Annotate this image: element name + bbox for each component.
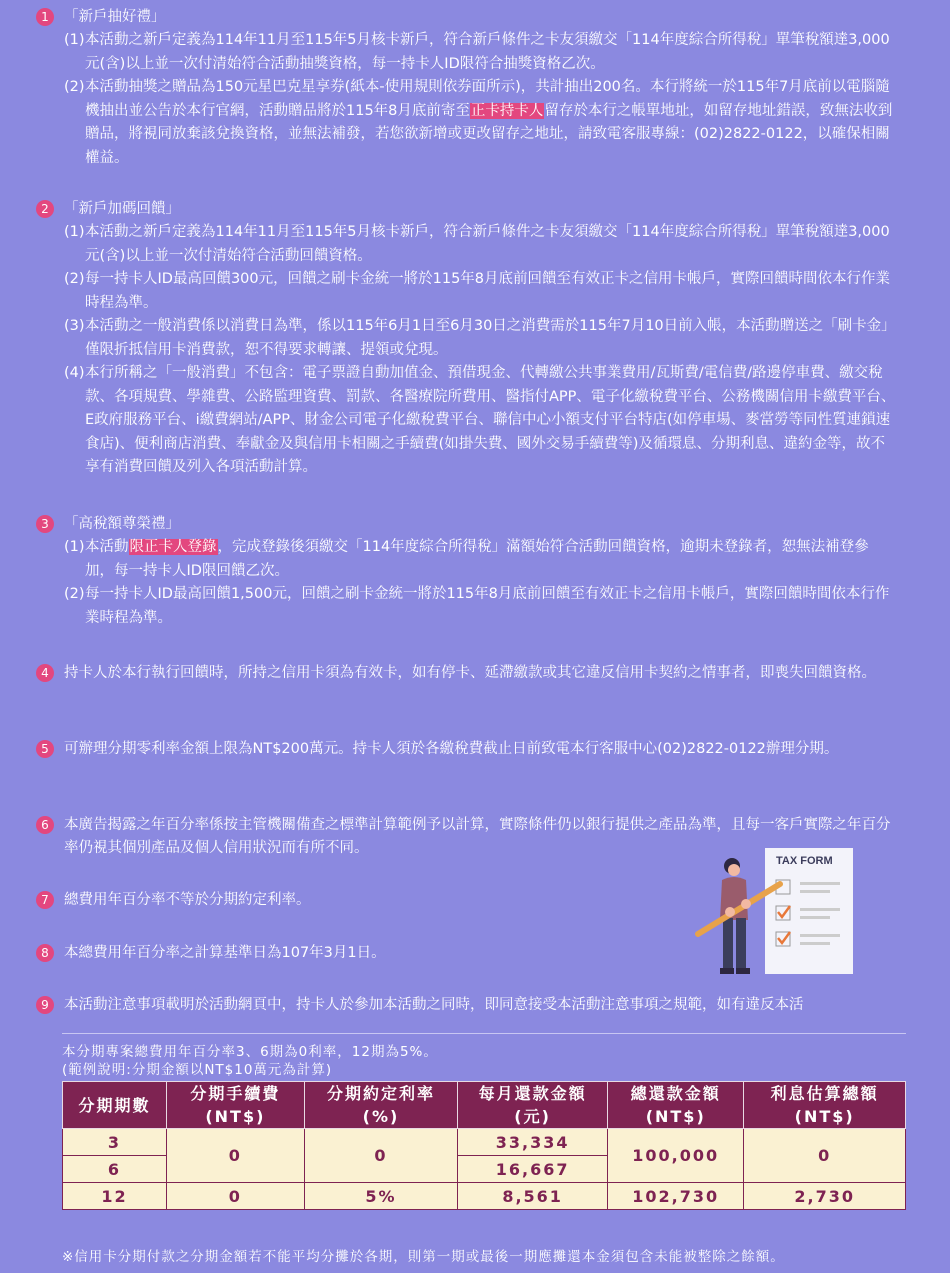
table-cell: 5% bbox=[304, 1183, 457, 1210]
col-period: 分期期數 bbox=[63, 1082, 167, 1129]
col-fee: 分期手續費 (NT$) bbox=[166, 1082, 304, 1129]
section-3 bbox=[36, 513, 896, 630]
section-1 bbox=[36, 6, 896, 170]
section-4 bbox=[36, 662, 896, 685]
table-row bbox=[63, 1129, 906, 1156]
section-5 bbox=[36, 738, 896, 761]
footnote: ※信用卡分期付款之分期金額若不能平均分攤於各期，則第一期或最後一期應攤還本金須包含未能被整除之餘額。 bbox=[62, 1249, 785, 1265]
col-total: 總還款金額 (NT$) bbox=[608, 1082, 744, 1129]
section-9 bbox=[36, 994, 896, 1017]
number-badge: 5 bbox=[36, 740, 54, 758]
section-text: 本總費用年百分率之計算基準日為107年3月1日。 bbox=[64, 945, 386, 961]
table-header-row bbox=[63, 1082, 906, 1129]
section-title: 「高稅額尊榮禮」 bbox=[64, 516, 180, 532]
section-7 bbox=[36, 889, 676, 912]
list-item: (2) 每一持卡人ID最高回饋300元，回饋之刷卡金統一將於115年8月底前回饋至有效正卡之信用卡帳戶，實際回饋時間依本行作業時程為準。 bbox=[64, 271, 891, 311]
table-cell: 8,561 bbox=[458, 1183, 608, 1210]
number-badge: 1 bbox=[36, 8, 54, 26]
section-text: 總費用年百分率不等於分期約定利率。 bbox=[64, 892, 311, 908]
number-badge: 7 bbox=[36, 891, 54, 909]
section-text: 本活動注意事項載明於活動網頁中，持卡人於參加本活動之同時，即同意接受本活動注意事項之規範，如有違反本活 bbox=[64, 997, 804, 1013]
apr-note: 本分期專案總費用年百分率3、6期為0利率，12期為5%。 bbox=[62, 1044, 438, 1060]
highlight-text: 正卡持卡人 bbox=[470, 102, 544, 119]
list-item: (1) 本活動限正卡人登錄，完成登錄後須繳交「114年度綜合所得稅」滿額始符合活動回饋資格，逾期未登錄者，恕無法補登參加，每一持卡人ID限回饋乙次。 bbox=[64, 539, 869, 579]
section-text: 可辦理分期零利率金額上限為NT$200萬元。持卡人須於各繳稅費截止日前致電本行客服中心(02)2822-0122辦理分期。 bbox=[64, 741, 839, 757]
list-item: (1) 本活動之新戶定義為114年11月至115年5月核卡新戶，符合新戶條件之卡友須繳交「114年度綜合所得稅」單筆稅額達3,000元(含)以上並一次付清始符合活動抽獎資格，每一持卡人ID限符合抽獎資格乙次。 bbox=[64, 32, 890, 72]
number-badge: 2 bbox=[36, 200, 54, 218]
section-text: 持卡人於本行執行回饋時，所持之信用卡須為有效卡，如有停卡、延滯繳款或其它違反信用卡契約之情事者，即喪失回饋資格。 bbox=[64, 665, 876, 681]
table-cell: 33,334 bbox=[458, 1129, 608, 1156]
col-rate: 分期約定利率 (%) bbox=[304, 1082, 457, 1129]
list-item: (4) 本行所稱之「一般消費」不包含：電子票證自動加值金、預借現金、代轉繳公共事業費用/瓦斯費/電信費/路邊停車費、繳交稅款、各項規費、學雜費、公路監理資費、罰款、各醫療院所費用、醫指付APP、電子化繳稅費平台、公務機關信用卡繳費平台、E政府服務平台、i繳費網站/APP、財金公司電子化繳稅費平台、聯信中心小額支付平台特店(如停車場、麥當勞等同性質連鎖速食店)、便利商店消費、奉獻金及與信用卡相關之手續費(如掛失費、國外交易手續費等)及循環息、分期利息、違約金等，故不享有消費回饋及列入各項活動計算。 bbox=[64, 365, 896, 475]
table-cell: 100,000 bbox=[608, 1129, 744, 1183]
table-cell: 102,730 bbox=[608, 1183, 744, 1210]
table-row bbox=[63, 1183, 906, 1210]
table-cell: 12 bbox=[63, 1183, 167, 1210]
section-title: 「新戶抽好禮」 bbox=[64, 9, 166, 25]
tax-form-label: TAX FORM bbox=[776, 855, 833, 867]
number-badge: 6 bbox=[36, 816, 54, 834]
table-cell: 3 bbox=[63, 1129, 167, 1156]
number-badge: 4 bbox=[36, 664, 54, 682]
table-cell: 2,730 bbox=[744, 1183, 906, 1210]
col-monthly: 每月還款金額 (元) bbox=[458, 1082, 608, 1129]
list-item: (2) 每一持卡人ID最高回饋1,500元，回饋之刷卡金統一將於115年8月底前回饋至有效正卡之信用卡帳戶，實際回饋時間依本行作業時程為準。 bbox=[64, 586, 890, 626]
tax-form-illustration bbox=[690, 848, 860, 978]
section-title: 「新戶加碼回饋」 bbox=[64, 201, 180, 217]
section-text: 本廣告揭露之年百分率係按主管機關備查之標準計算範例予以計算，實際條件仍以銀行提供之產品為準，且每一客戶實際之年百分率仍視其個別產品及個人信用狀況而有所不同。 bbox=[64, 817, 891, 856]
tax-form-icon bbox=[690, 848, 860, 978]
table-cell: 0 bbox=[166, 1183, 304, 1210]
number-badge: 3 bbox=[36, 515, 54, 533]
installment-table bbox=[62, 1081, 906, 1210]
col-interest: 利息估算總額 (NT$) bbox=[744, 1082, 906, 1129]
number-badge: 9 bbox=[36, 996, 54, 1014]
highlight-text: 限正卡人登錄 bbox=[129, 539, 217, 555]
table-cell: 0 bbox=[304, 1129, 457, 1183]
table-cell: 16,667 bbox=[458, 1156, 608, 1183]
list-item: (1) 本活動之新戶定義為114年11月至115年5月核卡新戶，符合新戶條件之卡友須繳交「114年度綜合所得稅」單筆稅額達3,000元(含)以上並一次付清始符合活動回饋資格。 bbox=[64, 224, 890, 264]
table-cell: 0 bbox=[166, 1129, 304, 1183]
table-cell: 6 bbox=[63, 1156, 167, 1183]
divider bbox=[62, 1033, 906, 1034]
section-2 bbox=[36, 198, 896, 480]
list-item: (3) 本活動之一般消費係以消費日為準，係以115年6月1日至6月30日之消費需於115年7月10日前入帳，本活動贈送之「刷卡金」僅限折抵信用卡消費款，恕不得要求轉讓、提領或兌現。 bbox=[64, 318, 896, 358]
number-badge: 8 bbox=[36, 944, 54, 962]
table-cell: 0 bbox=[744, 1129, 906, 1183]
section-8 bbox=[36, 942, 676, 965]
list-item: (2) 本活動抽獎之贈品為150元星巴克星享券(紙本-使用規則依券面所示)，共計抽出200名。本行將統一於115年7月底前以電腦隨機抽出並公告於本行官網，活動贈品將於115年8月底前寄至正卡持卡人留存於本行之帳單地址，如留存地址錯誤，致無法收到贈品，將視同放棄該兌換資格，並無法補發，若您欲新增或更改留存之地址，請致電客服專線：(02)2822-0122，以確保相關權益。 bbox=[64, 79, 893, 166]
example-note: (範例說明:分期金額以NT$10萬元為計算) bbox=[62, 1062, 333, 1078]
